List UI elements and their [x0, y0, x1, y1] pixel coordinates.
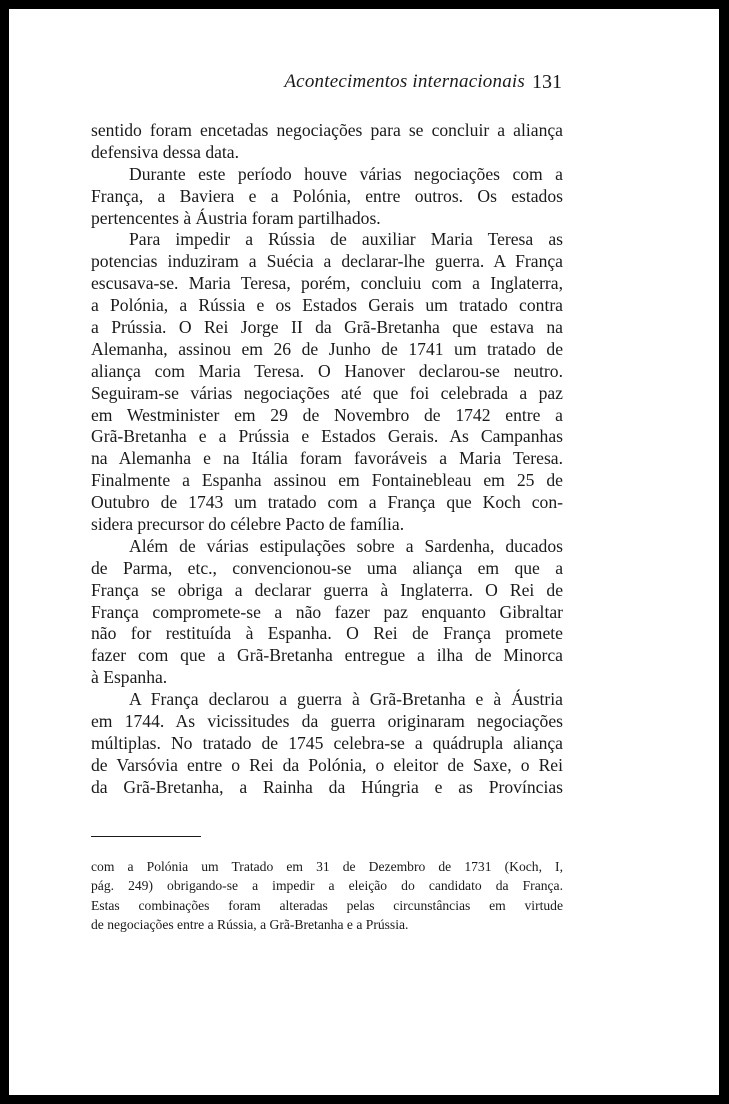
body-line: à Espanha. [91, 667, 168, 688]
body-line: França se obriga a declarar guerra à Inglaterra. O Rei de [91, 579, 563, 600]
body-line: na Alemanha e na Itália foram favoráveis a Maria Teresa. [91, 448, 563, 469]
body-line: não for restituída à Espanha. O Rei de França promete [91, 623, 563, 644]
body-line: Grã-Bretanha e a Prússia e Estados Gerais. As Campanhas [91, 426, 563, 447]
body-line: a Polónia, a Rússia e os Estados Gerais um tratado contra [91, 295, 563, 316]
footnote-line: pág. 249) obrigando-se a impedir a eleição do candidato da França. [91, 878, 563, 894]
body-line: em Westminister em 29 de Novembro de 1742 entre a [91, 404, 563, 425]
body-line: a Prússia. O Rei Jorge II da Grã-Bretanha que estava na [91, 317, 563, 338]
body-line: da Grã-Bretanha, a Rainha da Húngria e as Províncias [91, 776, 563, 797]
footnote [91, 857, 563, 934]
footnote-line: Estas combinações foram alteradas pelas circunstâncias em virtude [91, 897, 563, 913]
footnote-line: com a Polónia um Tratado em 31 de Dezembro de 1731 (Koch, I, [91, 859, 563, 874]
body-line: em 1744. As vicissitudes da guerra originaram negociações [91, 711, 563, 732]
book-page [9, 9, 719, 1095]
running-title: Acontecimentos internacionais [284, 71, 525, 92]
body-line: França, a Baviera e a Polónia, entre outros. Os estados [91, 185, 563, 206]
footnote-divider [91, 836, 201, 837]
body-line: fazer com que a Grã-Bretanha entregue a ilha de Minorca [91, 645, 563, 666]
body-line: sidera precursor do célebre Pacto de família. [91, 514, 405, 535]
paragraph-start-line: A França declarou a guerra à Grã-Bretanha e à Áustria [129, 689, 563, 710]
body-line: aliança com Maria Teresa. O Hanover declarou-se neutro. [91, 360, 563, 381]
body-line: Seguiram-se várias negociações até que foi celebrada a paz [91, 382, 563, 403]
body-line: Outubro de 1743 um tratado com a França que Koch con- [91, 492, 563, 513]
running-head [9, 71, 719, 101]
body-line: de Parma, etc., convencionou-se uma aliança em que a [91, 557, 563, 578]
body-line: Finalmente a Espanha assinou em Fontainebleau em 25 de [91, 470, 563, 491]
body-line: potencias induziram a Suécia a declarar-lhe guerra. A França [91, 251, 563, 272]
body-line: sentido foram encetadas negociações para se concluir a aliança [91, 120, 563, 140]
body-line: pertencentes à Áustria foram partilhados. [91, 207, 381, 228]
body-line: múltiplas. No tratado de 1745 celebra-se a quádrupla aliança [91, 732, 563, 753]
page-number: 131 [532, 71, 562, 93]
body-line: França compromete-se a não fazer paz enquanto Gibraltar [91, 601, 563, 622]
body-line: defensiva dessa data. [91, 141, 240, 162]
body-text [91, 120, 563, 799]
paragraph-start-line: Além de várias estipulações sobre a Sardenha, ducados [129, 535, 563, 556]
paragraph-start-line: Para impedir a Rússia de auxiliar Maria Teresa as [129, 229, 563, 250]
footnote-line: de negociações entre a Rússia, a Grã-Bretanha e a Prússia. [91, 916, 409, 932]
body-line: de Varsóvia entre o Rei da Polónia, o eleitor de Saxe, o Rei [91, 754, 563, 775]
paragraph-start-line: Durante este período houve várias negociações com a [129, 163, 563, 184]
body-line: escusava-se. Maria Teresa, porém, concluiu com a Inglaterra, [91, 273, 563, 294]
body-line: Alemanha, assinou em 26 de Junho de 1741 um tratado de [91, 338, 563, 359]
